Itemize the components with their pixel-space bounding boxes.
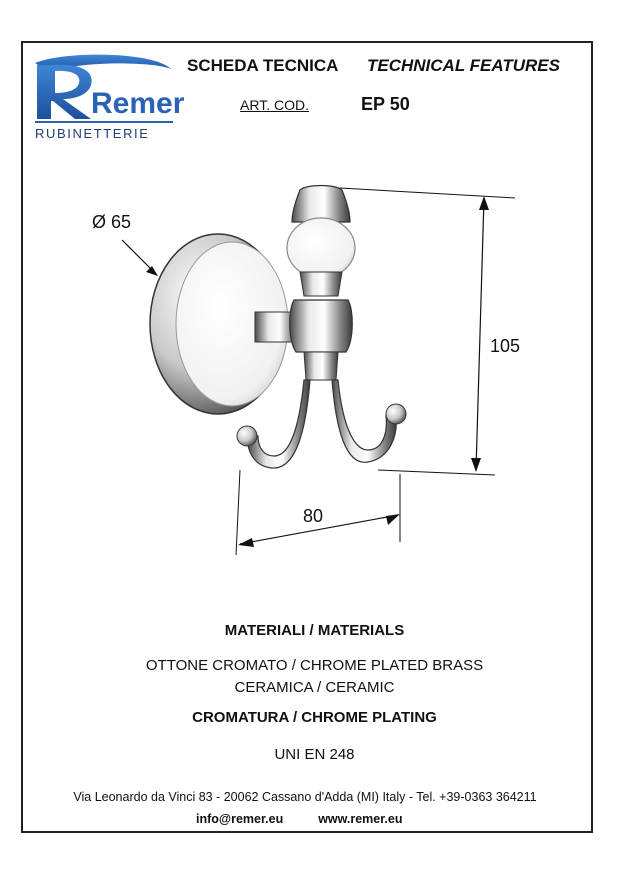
- height-label: 105: [490, 336, 521, 356]
- plating-value: UNI EN 248: [274, 746, 355, 763]
- website-link[interactable]: www.remer.eu: [318, 812, 403, 826]
- materials-line-2: CERAMICA / CERAMIC: [234, 679, 395, 696]
- plating-heading: CROMATURA / CHROME PLATING: [192, 709, 437, 726]
- contact-line: [196, 812, 402, 826]
- height-dimension: [340, 188, 520, 475]
- materials-line-1: OTTONE CROMATO / CHROME PLATED BRASS: [145, 657, 484, 674]
- diameter-label: Ø 65: [92, 212, 132, 232]
- logo-subtitle: RUBINETTERIE: [35, 126, 150, 141]
- title-italian: SCHEDA TECNICA: [187, 56, 339, 75]
- article-code-value: EP 50: [361, 94, 410, 114]
- diameter-dimension: [92, 212, 158, 276]
- company-address: Via Leonardo da Vinci 83 - 20062 Cassano d'Adda (MI) Italy - Tel. +39-0363 364211: [73, 790, 537, 804]
- width-dimension: [236, 470, 400, 555]
- email-link[interactable]: info@remer.eu: [196, 812, 284, 826]
- materials-heading: MATERIALI / MATERIALS: [224, 622, 405, 639]
- title-english: TECHNICAL FEATURES: [367, 56, 560, 75]
- width-label: 80: [303, 506, 324, 526]
- article-code-label: ART. COD.: [240, 97, 309, 113]
- logo-wordmark: Remer: [91, 87, 185, 120]
